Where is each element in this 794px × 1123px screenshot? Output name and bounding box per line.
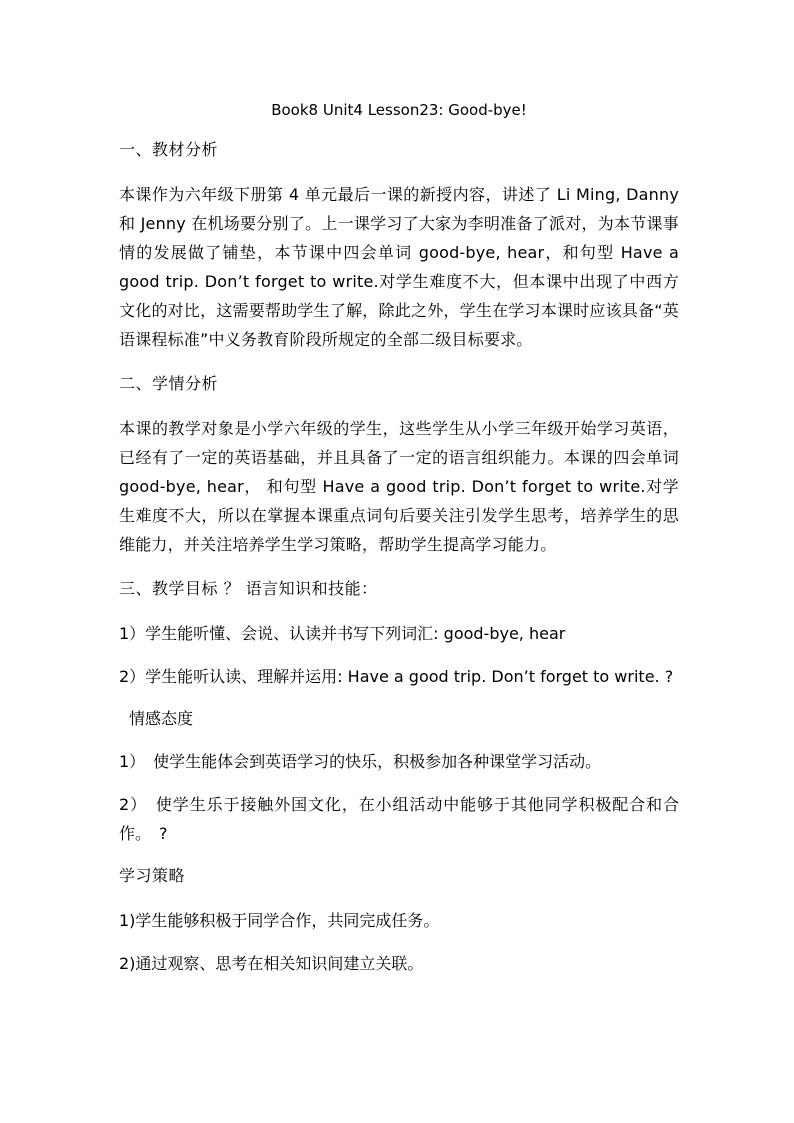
list-item: 1） 使学生能体会到英语学习的快乐，积极参加各种课堂学习活动。 <box>119 752 602 771</box>
section-heading-student-analysis: 二、学情分析 <box>119 374 219 393</box>
section-heading-teaching-goals: 三、教学目标 ？ 语言知识和技能： <box>119 579 378 598</box>
section-text-student-analysis: 本课的教学对象是小学六年级的学生，这些学生从小学三年级开始学习英语，已经有了一定的英语基础，并且具备了一定的语言组织能力。本课的四会单词 good-bye, hear， 和句型 Have a good trip. Don’t forget to write.对学生难度不大，所以在掌握本课重点词句后要关注引发学生思考，培养学生的思维能力，并关注培养学生学习策略，帮助学生提高学习能力。 <box>119 419 679 554</box>
document-body <box>119 96 679 992</box>
section-text-textbook-analysis: 本课作为六年级下册第 4 单元最后一课的新授内容，讲述了 Li Ming, Danny 和 Jenny 在机场要分别了。上一课学习了大家为李明准备了派对，为本节课事情的发展做了铺垫，本节课中四会单词 good-bye, hear，和句型 Have a good trip. Don’t forget to write.对学生难度不大，但本课中出现了中西方文化的对比，这需要帮助学生了解，除此之外，学生在学习本课时应该具备“英语课程标准”中义务教育阶段所规定的全部二级目标要求。 <box>119 185 679 349</box>
list-item: 1）学生能听懂、会说、认读并书写下列词汇: good-bye, hear <box>119 624 566 643</box>
document-title: Book8 Unit4 Lesson23: Good-bye! <box>271 101 527 119</box>
section-heading-textbook-analysis: 一、教材分析 <box>119 140 219 159</box>
list-item: 2)通过观察、思考在相关知识间建立关联。 <box>119 954 424 973</box>
section-heading-learning-strategy: 学习策略 <box>119 866 186 885</box>
list-item: 1)学生能够积极于同学合作，共同完成任务。 <box>119 911 440 930</box>
list-item: 2） 使学生乐于接触外国文化，在小组活动中能够于其他同学积极配合和合作。 ? <box>119 795 679 843</box>
list-item: 2）学生能听认读、理解并运用: Have a good trip. Don’t forget to write. ? <box>119 667 674 686</box>
section-heading-emotional-attitude: 情感态度 <box>129 709 194 728</box>
